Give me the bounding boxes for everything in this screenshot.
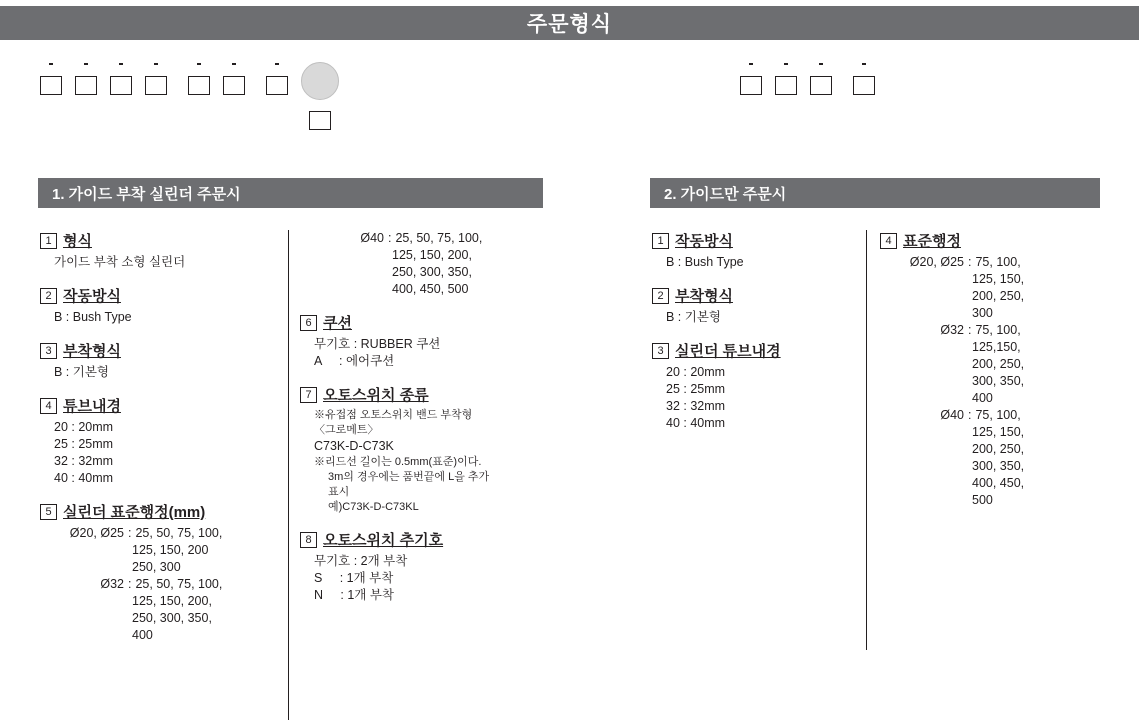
spec-block-title: 표준행정	[903, 233, 961, 250]
spec-row-value: 25, 50, 75, 100,	[395, 231, 483, 245]
spec-row-label: Ø32	[940, 323, 964, 337]
spec-row-value: 400	[972, 391, 993, 405]
spec-row-value: 125,150,	[972, 340, 1021, 354]
spec-row	[40, 593, 280, 610]
spec-block	[40, 395, 280, 487]
code-text	[819, 62, 823, 65]
spec-row-value: 400	[132, 628, 153, 642]
spec-block-header	[40, 340, 280, 361]
code-index-box	[75, 76, 97, 95]
spec-row-label	[40, 559, 124, 576]
spec-row-label: Ø40	[360, 231, 384, 245]
code-text	[49, 62, 53, 65]
spec-index-box: 4	[880, 233, 897, 249]
code-segment	[853, 62, 875, 95]
code-text	[862, 62, 866, 65]
spec-row-label	[880, 339, 964, 356]
spec-row	[880, 322, 1110, 339]
spec-row-separator	[124, 542, 132, 559]
section-2-divider	[866, 230, 867, 650]
spec-row-value: 125, 150,	[972, 272, 1025, 286]
spec-index-box: 8	[300, 532, 317, 548]
spec-block	[300, 230, 560, 298]
code-segment	[705, 62, 727, 92]
spec-block-header	[40, 285, 280, 306]
code-index-box	[40, 76, 62, 95]
spec-block-header	[652, 230, 852, 251]
spec-block-title: 튜브내경	[63, 398, 121, 415]
spec-row	[300, 230, 560, 247]
spec-block	[652, 340, 852, 432]
spec-row-value: 200, 250,	[972, 289, 1025, 303]
spec-row	[300, 281, 560, 298]
spec-row	[40, 559, 280, 576]
spec-row	[880, 339, 1110, 356]
spec-block	[40, 285, 280, 326]
spec-row-value: 250, 300, 350,	[392, 265, 472, 279]
spec-row-separator: :	[968, 323, 972, 337]
spec-block-title: 부착형식	[675, 288, 733, 305]
spec-row-separator	[124, 610, 132, 627]
spec-row-label	[40, 627, 124, 644]
spec-row-separator	[964, 305, 972, 322]
spec-row-label	[300, 247, 384, 264]
spec-row-value: 200, 250,	[972, 357, 1025, 371]
code-segment	[810, 62, 832, 95]
spec-row-separator: :	[128, 577, 132, 591]
spec-index-box: 3	[40, 343, 57, 359]
spec-line: 표시	[328, 486, 350, 498]
spec-row	[880, 254, 1110, 271]
spec-row-label	[880, 475, 964, 492]
spec-row-separator	[964, 475, 972, 492]
spec-line: 가이드 부착 소형 실린더	[54, 255, 186, 269]
spec-row-separator	[964, 339, 972, 356]
spec-line: 40 : 40mm	[54, 471, 114, 485]
spec-block-title: 부착형식	[63, 343, 121, 360]
spec-index-box: 1	[652, 233, 669, 249]
spec-block-header	[300, 529, 560, 550]
spec-row	[880, 271, 1110, 288]
spec-index-box: 2	[40, 288, 57, 304]
spec-row-label	[880, 390, 964, 407]
spec-line: 〈그로메트〉	[314, 424, 379, 436]
spec-row-separator	[124, 627, 132, 644]
spec-row-separator	[964, 288, 972, 305]
spec-row-separator	[124, 559, 132, 576]
spec-row-label	[880, 373, 964, 390]
code-segment	[145, 62, 167, 95]
spec-row-separator	[384, 247, 392, 264]
spec-row-separator: :	[388, 231, 392, 245]
spec-row-label	[40, 542, 124, 559]
spec-row-label	[40, 610, 124, 627]
spec-row-separator: :	[968, 255, 972, 269]
code-index-box	[145, 76, 167, 95]
spec-line: A : 에어쿠션	[314, 354, 395, 368]
spec-row	[880, 373, 1110, 390]
spec-row-label: Ø40	[940, 408, 964, 422]
spec-line: ※유접점 오토스위치 밴드 부착형	[314, 409, 473, 421]
code-index-box	[223, 76, 245, 95]
section-2-title: 2. 가이드만 주문시	[664, 185, 787, 203]
spec-block-header	[300, 312, 560, 333]
spec-block-header	[40, 230, 280, 251]
spec-block-header	[652, 340, 852, 361]
guide-cylinder-code-row	[40, 62, 352, 130]
spec-row-label: Ø20, Ø25	[909, 255, 964, 269]
spec-block-title: 작동방식	[675, 233, 733, 250]
spec-block-title: 오토스위치 종류	[323, 387, 429, 404]
spec-row-value: 125, 150,	[972, 425, 1025, 439]
code-segment	[40, 62, 62, 95]
code-segment	[775, 62, 797, 95]
spec-block	[880, 230, 1110, 509]
spec-row-value: 75, 100,	[975, 408, 1021, 422]
code-index-box	[775, 76, 797, 95]
spec-block	[652, 230, 852, 271]
spec-row-value: 300, 350,	[972, 459, 1025, 473]
spec-line: 40 : 40mm	[666, 416, 726, 430]
spec-row-separator	[384, 281, 392, 298]
code-segment	[75, 62, 97, 95]
spec-row	[880, 475, 1110, 492]
spec-block-title: 형식	[63, 233, 92, 250]
code-index-box	[740, 76, 762, 95]
spec-row	[880, 356, 1110, 373]
spec-row	[880, 492, 1110, 509]
spec-row	[880, 407, 1110, 424]
spec-row-separator: :	[968, 408, 972, 422]
code-segment	[740, 62, 762, 95]
spec-row	[880, 424, 1110, 441]
spec-line: 예)C73K-D-C73KL	[328, 501, 419, 513]
spec-row-label	[880, 492, 964, 509]
section-1-header	[38, 178, 543, 208]
spec-block	[652, 285, 852, 326]
spec-block	[40, 230, 280, 271]
spec-row	[40, 610, 280, 627]
spec-row-label	[880, 288, 964, 305]
code-text	[275, 62, 279, 65]
spec-row	[880, 390, 1110, 407]
code-segment	[223, 62, 245, 95]
code-index-box	[309, 111, 331, 130]
spec-row-value: 300, 350,	[972, 374, 1025, 388]
spec-line: 25 : 25mm	[666, 382, 726, 396]
spec-row-value: 400, 450,	[972, 476, 1025, 490]
code-text	[232, 62, 236, 65]
spec-row-value: 250, 300, 350,	[132, 611, 212, 625]
spec-row-value: 500	[972, 493, 993, 507]
spec-block-title: 오토스위치 추기호	[323, 532, 444, 549]
spec-row-value: 25, 50, 75, 100,	[135, 577, 223, 591]
spec-line: 무기호 : RUBBER 쿠션	[314, 337, 441, 351]
spec-row-value: 250, 300	[132, 560, 181, 574]
spec-line: 25 : 25mm	[54, 437, 114, 451]
spec-block-title: 실린더 튜브내경	[675, 343, 781, 360]
spec-row-label	[880, 458, 964, 475]
spec-row	[300, 247, 560, 264]
spec-block-title: 실린더 표준행정(mm)	[63, 504, 206, 521]
page-title-bar	[0, 6, 1139, 40]
section-1-divider	[288, 230, 289, 720]
spec-block	[300, 312, 560, 370]
circle-icon	[301, 62, 339, 100]
spec-block	[40, 340, 280, 381]
spec-row-value: 25, 50, 75, 100,	[135, 526, 223, 540]
section-2-left-column	[652, 230, 852, 446]
spec-line: B : 기본형	[54, 365, 109, 379]
spec-row-value: 125, 150, 200,	[392, 248, 472, 262]
spec-index-box: 6	[300, 315, 317, 331]
spec-row-separator	[964, 458, 972, 475]
spec-line: B : Bush Type	[54, 310, 132, 324]
code-segment	[188, 62, 210, 95]
section-1-right-column	[300, 230, 560, 618]
spec-row-separator	[964, 424, 972, 441]
spec-block-header	[40, 501, 280, 522]
code-text	[84, 62, 88, 65]
code-segment	[266, 62, 288, 95]
code-index-box	[188, 76, 210, 95]
spec-row-value: 75, 100,	[975, 323, 1021, 337]
spec-row	[40, 525, 280, 542]
section-1-left-column	[40, 230, 280, 658]
spec-row-separator	[964, 390, 972, 407]
spec-block-header	[300, 384, 560, 405]
spec-line: 무기호 : 2개 부착	[314, 554, 408, 568]
spec-row-separator	[384, 264, 392, 281]
code-index-box	[266, 76, 288, 95]
code-text	[749, 62, 753, 65]
spec-row-label: Ø20, Ø25	[69, 526, 124, 540]
code-segment	[301, 62, 339, 130]
spec-line: 32 : 32mm	[666, 399, 726, 413]
spec-row	[40, 542, 280, 559]
spec-block-header	[652, 285, 852, 306]
page-title: 주문형식	[526, 13, 613, 36]
spec-row	[40, 576, 280, 593]
spec-row-separator	[124, 593, 132, 610]
spec-row-value: 400, 450, 500	[392, 282, 469, 296]
spec-block-header	[40, 395, 280, 416]
spec-row-value: 125, 150, 200,	[132, 594, 212, 608]
code-index-box	[110, 76, 132, 95]
code-index-box	[853, 76, 875, 95]
model-code-area	[0, 52, 1139, 152]
spec-row-separator	[964, 492, 972, 509]
code-segment	[110, 62, 132, 95]
spec-row	[880, 458, 1110, 475]
spec-index-box: 2	[652, 288, 669, 304]
spec-row-separator	[964, 356, 972, 373]
spec-row-label	[300, 264, 384, 281]
spec-row-value: 125, 150, 200	[132, 543, 209, 557]
spec-row	[40, 627, 280, 644]
spec-line: C73K-D-C73K	[314, 439, 394, 453]
spec-row-separator: :	[128, 526, 132, 540]
spec-block	[300, 529, 560, 604]
spec-line: 20 : 20mm	[666, 365, 726, 379]
section-2-right-column	[880, 230, 1110, 523]
spec-row-label	[880, 356, 964, 373]
spec-line: N : 1개 부착	[314, 588, 394, 602]
spec-line: S : 1개 부착	[314, 571, 394, 585]
spec-line: 32 : 32mm	[54, 454, 114, 468]
spec-row-label	[300, 281, 384, 298]
section-1-title: 1. 가이드 부착 실린더 주문시	[52, 185, 241, 203]
spec-index-box: 1	[40, 233, 57, 249]
code-text	[197, 62, 201, 65]
code-text	[154, 62, 158, 65]
spec-row-separator	[964, 373, 972, 390]
spec-index-box: 5	[40, 504, 57, 520]
section-2-header	[650, 178, 1100, 208]
spec-row-separator	[964, 441, 972, 458]
spec-block	[300, 384, 560, 515]
spec-line: B : Bush Type	[666, 255, 744, 269]
spec-row	[300, 264, 560, 281]
spec-index-box: 4	[40, 398, 57, 414]
code-text	[119, 62, 123, 65]
spec-block	[40, 501, 280, 644]
code-index-box	[810, 76, 832, 95]
spec-row	[880, 305, 1110, 322]
spec-block-title: 쿠션	[323, 315, 352, 332]
spec-row	[880, 288, 1110, 305]
spec-row-label	[880, 424, 964, 441]
spec-row-label	[880, 441, 964, 458]
spec-line: ※리드선 길이는 0.5mm(표준)이다.	[314, 456, 482, 468]
spec-line: B : 기본형	[666, 310, 721, 324]
spec-row-value: 75, 100,	[975, 255, 1021, 269]
spec-row-value: 300	[972, 306, 993, 320]
code-text	[784, 62, 788, 65]
spec-row-label	[40, 593, 124, 610]
spec-row	[880, 441, 1110, 458]
spec-line: 3m의 경우에는 품번끝에 L을 추가	[328, 471, 490, 483]
spec-row-label: Ø32	[100, 577, 124, 591]
spec-row-label	[880, 305, 964, 322]
guide-only-code-row	[705, 62, 888, 95]
spec-block-header	[880, 230, 1110, 251]
spec-row-value: 200, 250,	[972, 442, 1025, 456]
spec-index-box: 7	[300, 387, 317, 403]
spec-index-box: 3	[652, 343, 669, 359]
spec-line: 20 : 20mm	[54, 420, 114, 434]
spec-row-label	[880, 271, 964, 288]
spec-row-separator	[964, 271, 972, 288]
spec-block-title: 작동방식	[63, 288, 121, 305]
